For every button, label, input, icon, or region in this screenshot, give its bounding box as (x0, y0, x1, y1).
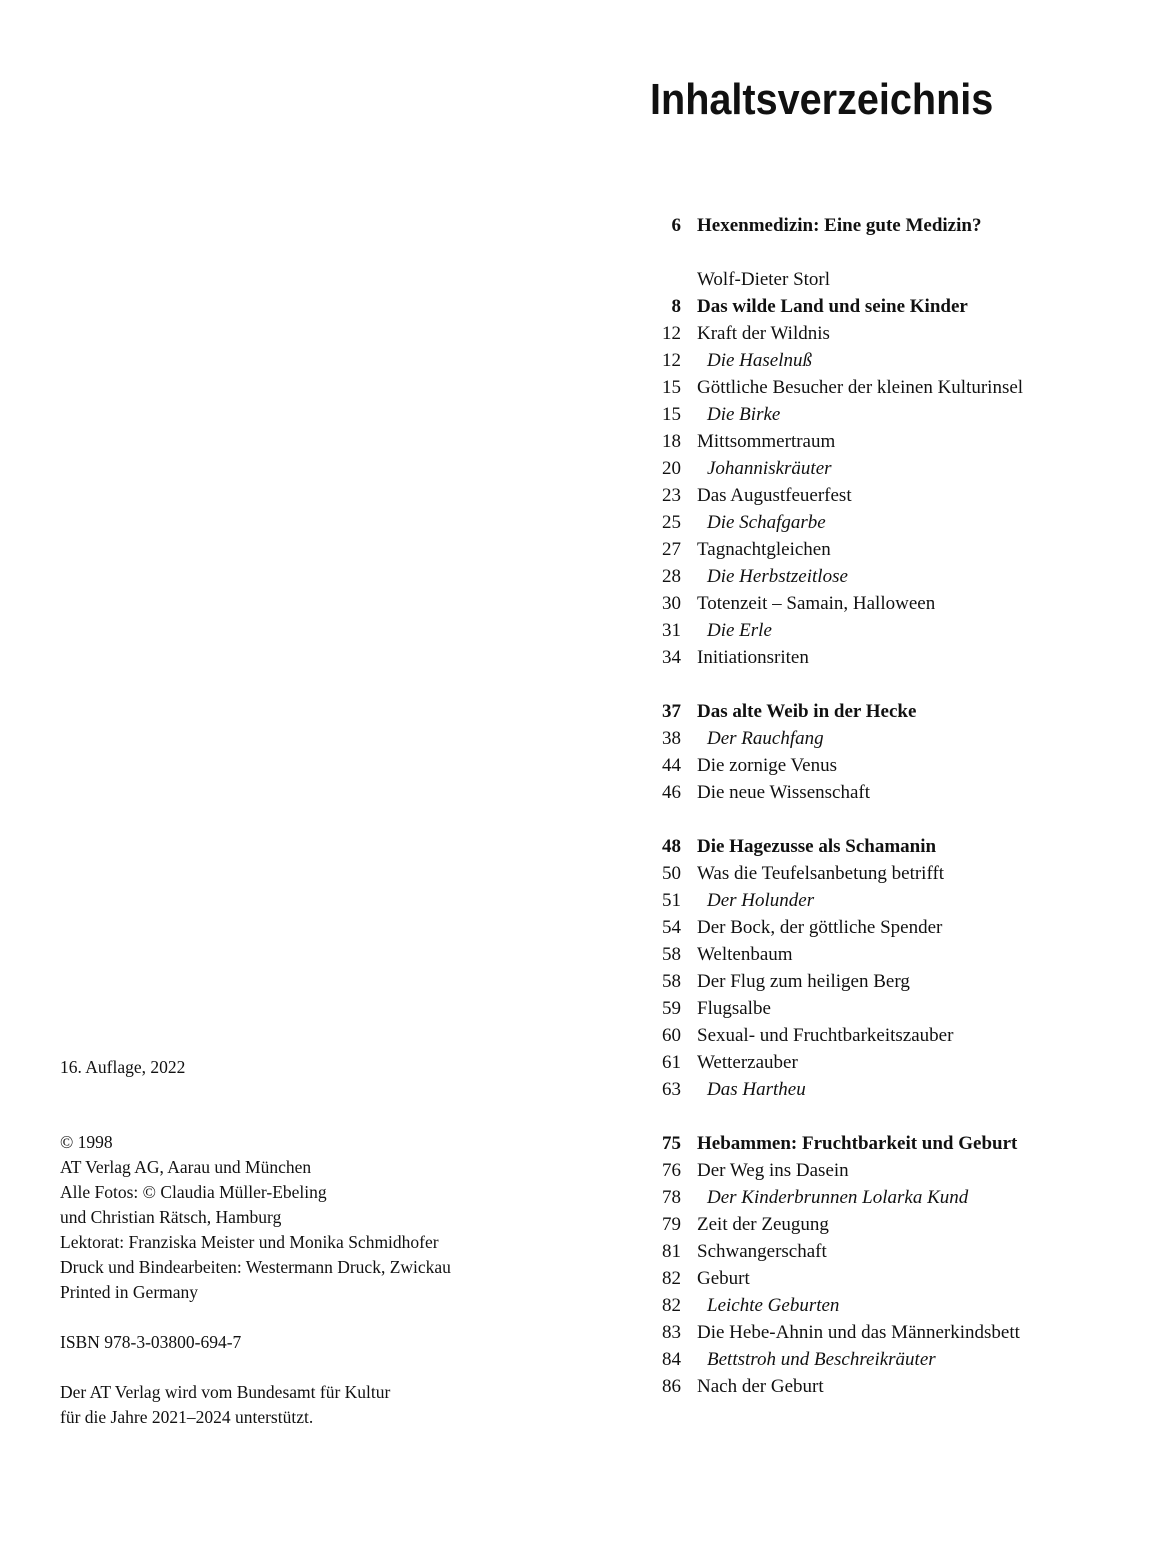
toc-entry (640, 1265, 1140, 1292)
toc-title: Geburt (697, 1268, 750, 1289)
toc-page-number: 86 (662, 1376, 681, 1397)
toc-entry (640, 509, 1140, 536)
toc-entry (640, 563, 1140, 590)
toc-entry (640, 1346, 1140, 1373)
toc-title: Der Weg ins Dasein (697, 1160, 849, 1181)
toc-page-number: 18 (662, 431, 681, 452)
toc-title: Die zornige Venus (697, 755, 838, 776)
toc-entry (640, 293, 1140, 320)
toc-entry (640, 725, 1140, 752)
toc-title: Sexual- und Fruchtbarkeitszauber (697, 1025, 954, 1046)
toc-page-number: 82 (662, 1295, 681, 1316)
toc-title: Das wilde Land und seine Kinder (697, 296, 968, 317)
toc-page-number: 8 (671, 296, 681, 317)
toc-title: Die Birke (707, 404, 781, 425)
toc-entry (640, 995, 1140, 1022)
toc-page-number: 84 (662, 1349, 681, 1370)
toc-title: Die Schafgarbe (707, 512, 826, 533)
toc-page-number: 82 (662, 1268, 681, 1289)
toc-entry (640, 212, 1140, 239)
toc-entry (640, 914, 1140, 941)
toc-page-number: 54 (662, 917, 681, 938)
toc-page-number: 51 (662, 890, 681, 911)
toc-entry (640, 590, 1140, 617)
toc-title: Das alte Weib in der Hecke (697, 701, 917, 722)
copyright-line: und Christian Rätsch, Hamburg (60, 1207, 282, 1227)
copyright-line: Printed in Germany (60, 1282, 199, 1302)
edition-note: 16. Auflage, 2022 (60, 1057, 186, 1077)
toc-entry (640, 833, 1140, 860)
toc-title: Die Hagezusse als Schamanin (697, 836, 937, 857)
support-line: Der AT Verlag wird vom Bundesamt für Kultur (60, 1382, 391, 1402)
toc-title: Die Haselnuß (707, 350, 813, 371)
toc-page-number: 28 (662, 566, 681, 587)
toc-entry (640, 1319, 1140, 1346)
toc-page-number: 59 (662, 998, 681, 1019)
toc-page-number: 76 (662, 1160, 681, 1181)
toc-entry (640, 1184, 1140, 1211)
toc-entry (640, 1211, 1140, 1238)
page-title: Inhaltsverzeichnis (650, 75, 994, 124)
toc-title: Initiationsriten (697, 647, 809, 668)
toc-page-number: 83 (662, 1322, 681, 1343)
toc-page-number: 46 (662, 782, 681, 803)
toc-title: Tagnachtgleichen (697, 539, 831, 560)
toc-page-number: 30 (662, 593, 681, 614)
toc-title: Die neue Wissenschaft (697, 782, 870, 803)
toc-page-number: 63 (662, 1079, 681, 1100)
toc-title: Göttliche Besucher der kleinen Kulturinsel (697, 377, 1024, 398)
toc-page-number: 25 (662, 512, 681, 533)
toc-title: Hebammen: Fruchtbarkeit und Geburt (697, 1133, 1018, 1154)
copyright-line: Druck und Bindearbeiten: Westermann Druck, Zwickau (60, 1257, 451, 1277)
toc-page-number: 79 (662, 1214, 681, 1235)
copyright-line: Lektorat: Franziska Meister und Monika Schmidhofer (60, 1232, 439, 1252)
toc-page-number: 58 (662, 944, 681, 965)
toc-page-number: 31 (662, 620, 681, 641)
toc-title: Die Hebe-Ahnin und das Männerkindsbett (697, 1322, 1020, 1343)
toc-entry (640, 401, 1140, 428)
toc-entry (640, 482, 1140, 509)
toc-title: Nach der Geburt (697, 1376, 824, 1397)
toc-title: Was die Teufelsanbetung betrifft (697, 863, 945, 884)
toc-title: Der Rauchfang (707, 728, 824, 749)
toc-page-number: 48 (662, 836, 681, 857)
toc-page-number: 81 (662, 1241, 681, 1262)
toc-entry (640, 860, 1140, 887)
toc-title: Leichte Geburten (707, 1295, 840, 1316)
copyright-line: Alle Fotos: © Claudia Müller-Ebeling (60, 1182, 327, 1202)
toc-page-number: 27 (662, 539, 681, 560)
toc-entry (640, 1373, 1140, 1400)
toc-entry (640, 266, 1140, 293)
toc-page-number: 50 (662, 863, 681, 884)
toc-title: Der Bock, der göttliche Spender (697, 917, 943, 938)
toc-entry (640, 1022, 1140, 1049)
toc-title: Wetterzauber (697, 1052, 798, 1073)
toc-entry (640, 779, 1140, 806)
toc-title: Schwangerschaft (697, 1241, 827, 1262)
table-of-contents (640, 212, 1140, 1400)
toc-page-number: 61 (662, 1052, 681, 1073)
toc-page-number: 20 (662, 458, 681, 479)
toc-page-number: 58 (662, 971, 681, 992)
support-note (60, 1380, 580, 1430)
toc-page-number: 34 (662, 647, 681, 668)
toc-entry (640, 1238, 1140, 1265)
toc-entry (640, 941, 1140, 968)
toc-entry (640, 644, 1140, 671)
toc-entry (640, 1292, 1140, 1319)
copyright-line: AT Verlag AG, Aarau und München (60, 1157, 312, 1177)
toc-entry (640, 1076, 1140, 1103)
toc-page-number: 60 (662, 1025, 681, 1046)
toc-page-number: 12 (662, 323, 681, 344)
toc-entry (640, 536, 1140, 563)
toc-page-number: 12 (662, 350, 681, 371)
toc-title: Der Flug zum heiligen Berg (697, 971, 910, 992)
toc-entry (640, 617, 1140, 644)
toc-entry (640, 887, 1140, 914)
toc-title: Totenzeit – Samain, Halloween (697, 593, 936, 614)
copyright-block (60, 1130, 580, 1305)
toc-title: Flugsalbe (697, 998, 771, 1019)
toc-page-number: 75 (662, 1133, 681, 1154)
toc-entry (640, 1130, 1140, 1157)
toc-page-number: 6 (671, 215, 681, 236)
toc-title: Hexenmedizin: Eine gute Medizin? (697, 215, 982, 236)
toc-page-number (640, 266, 697, 293)
toc-title: Wolf-Dieter Storl (697, 269, 831, 290)
toc-title: Die Herbstzeitlose (707, 566, 848, 587)
toc-title: Der Kinderbrunnen Lolarka Kund (707, 1187, 969, 1208)
toc-title: Die Erle (707, 620, 772, 641)
support-line: für die Jahre 2021–2024 unterstützt. (60, 1407, 314, 1427)
toc-title: Das Hartheu (707, 1079, 806, 1100)
toc-entry (640, 968, 1140, 995)
toc-entry (640, 347, 1140, 374)
toc-page-number: 78 (662, 1187, 681, 1208)
toc-title: Kraft der Wildnis (697, 323, 830, 344)
toc-entry (640, 1049, 1140, 1076)
toc-title: Johanniskräuter (707, 458, 832, 479)
toc-title: Weltenbaum (697, 944, 793, 965)
toc-entry (640, 752, 1140, 779)
toc-entry (640, 428, 1140, 455)
isbn: ISBN 978-3-03800-694-7 (60, 1332, 242, 1352)
toc-page-number: 15 (662, 377, 681, 398)
toc-entry (640, 320, 1140, 347)
toc-page-number: 23 (662, 485, 681, 506)
toc-title: Bettstroh und Beschreikräuter (707, 1349, 936, 1370)
toc-entry (640, 455, 1140, 482)
copyright-line: © 1998 (60, 1132, 113, 1152)
toc-entry (640, 374, 1140, 401)
toc-page-number: 38 (662, 728, 681, 749)
imprint (60, 1055, 580, 1430)
toc-entry (640, 1157, 1140, 1184)
toc-page-number: 15 (662, 404, 681, 425)
toc-page-number: 44 (662, 755, 681, 776)
toc-entry (640, 698, 1140, 725)
toc-title: Der Holunder (707, 890, 815, 911)
toc-title: Mittsommertraum (697, 431, 836, 452)
toc-title: Zeit der Zeugung (697, 1214, 829, 1235)
toc-title: Das Augustfeuerfest (697, 485, 852, 506)
toc-page-number: 37 (662, 701, 681, 722)
